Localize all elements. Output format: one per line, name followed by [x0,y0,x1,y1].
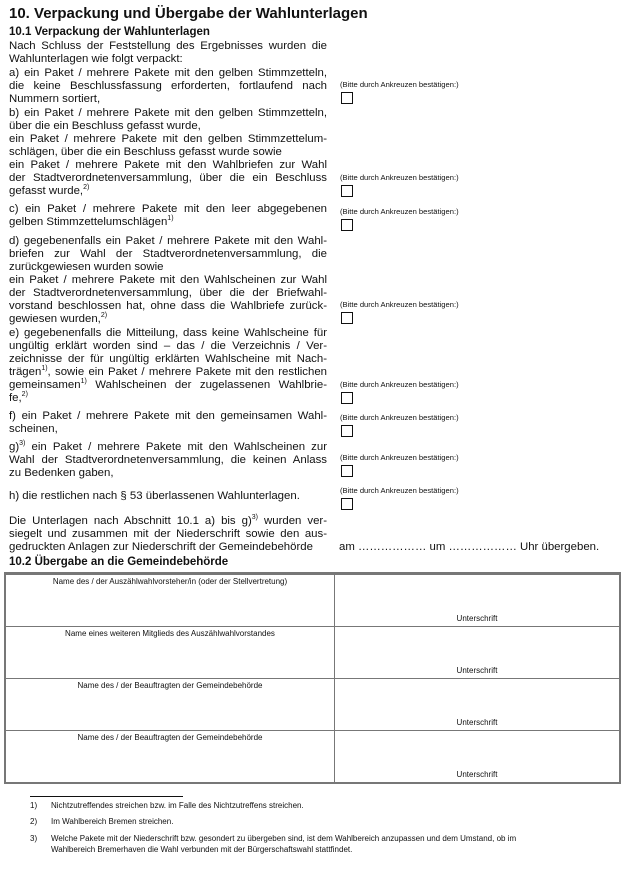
checkbox-hint: (Bitte durch Ankreuzen bestätigen:) [340,207,459,216]
footnote-ref: 1) [80,378,87,386]
item-g-line: Wahl der Stadtverordnetenversammlung, die keinen Anlass [9,454,327,466]
footnote-ref: 3) [19,440,26,448]
signature-table [4,574,621,784]
checkbox-item-c[interactable] [341,219,353,231]
signature-row [5,679,620,731]
section-10-1-title: 10.1 Verpackung der Wahlunterlagen [9,26,210,38]
item-e-line: fe,$^{2)}$ [9,391,28,404]
item-g-line: g)$^{3)}$ ein Paket / mehrere Pakete mit den Wahlscheinen zur [9,440,327,453]
item-d-line: zurückgewiesen wurden sowie [9,261,164,273]
footnote-ref: 1) [41,365,48,373]
footnote-rule [30,796,183,797]
intro-line: Nach Schluss der Feststellung des Ergebnisses wurden die [9,40,327,52]
item-e-line: ungültig erklärt worden sind – das / die Verzeichnis / Ver- [9,340,327,352]
checkbox-item-d[interactable] [341,312,353,324]
footnote-number: 3) [30,834,38,843]
footnote-ref: 1) [167,215,174,223]
item-d-line: der Stadtverordnetenversammlung, über die der Briefwahl- [9,287,327,299]
handover-date-time-field[interactable]: am ……………… um ……………… Uhr übergeben. [339,541,600,553]
footnote-text: Nichtzutreffendes streichen bzw. im Falle des Nichtzutreffens streichen. [51,801,304,810]
item-d-line: d) gegebenenfalls ein Paket / mehrere Pakete mit den Wahl- [9,235,327,247]
signature-field[interactable]: Unterschrift [335,679,621,731]
signature-field[interactable]: Unterschrift [335,575,621,627]
checkbox-hint: (Bitte durch Ankreuzen bestätigen:) [340,173,459,182]
page-heading: 10. Verpackung und Übergabe der Wahlunterlagen [9,5,368,22]
item-b-line: ein Paket / mehrere Pakete mit den gelben Stimmzettelum- [9,133,327,145]
item-b-line: über die ein Beschluss gefasst wurde, [9,120,201,132]
signature-field[interactable]: Unterschrift [335,627,621,679]
signature-row [5,575,620,627]
item-e-line: e) gegebenenfalls die Mitteilung, dass keine Wahlscheine für [9,327,327,339]
item-g-line: zu Bedenken gaben, [9,467,114,479]
footnote-number: 1) [30,801,38,810]
checkbox-hint: (Bitte durch Ankreuzen bestätigen:) [340,80,459,89]
checkbox-item-h[interactable] [341,498,353,510]
item-b-line: gefasst wurde,$^{2)}$ [9,184,90,197]
item-d-line: briefen zur Wahl der Stadtverordnetenversammlung, die [9,248,327,260]
name-field[interactable]: Name des / der Beauftragten der Gemeindebehörde [5,679,335,731]
footnote-ref: 2) [83,184,90,192]
item-a-line: Nummern sortiert, [9,93,101,105]
footnote-number: 2) [30,817,38,826]
item-b-line: schlägen, über die ein Beschluss gefasst wurde sowie [9,146,282,158]
closing-line: Die Unterlagen nach Abschnitt 10.1 a) bis g)$^{3)}$ wurden ver- [9,514,327,527]
item-b-line: ein Paket / mehrere Pakete mit den Wahlbriefen zur Wahl [9,159,327,171]
intro-line: Wahlunterlagen wie folgt verpackt: [9,53,183,65]
checkbox-hint: (Bitte durch Ankreuzen bestätigen:) [340,413,459,422]
footnote-text: Im Wahlbereich Bremen streichen. [51,817,174,826]
item-h-line: h) die restlichen nach § 53 überlassenen Wahlunterlagen. [9,490,300,502]
item-d-line: gewiesen wurden,$^{2)}$ [9,312,108,325]
item-b-line: b) ein Paket / mehrere Pakete mit den gelben Stimmzetteln, [9,107,327,119]
checkbox-item-a[interactable] [341,92,353,104]
closing-line: gedruckten Anlagen zur Niederschrift der Gemeindebehörde [9,541,313,553]
checkbox-item-e[interactable] [341,392,353,404]
signature-field[interactable]: Unterschrift [335,731,621,784]
checkbox-item-b[interactable] [341,185,353,197]
item-c-line: c) ein Paket / mehrere Pakete mit den leer abgegebenen [9,203,327,215]
item-a-line: die keine Beschlussfassung erforderten, fortlaufend nach [9,80,327,92]
item-f-line: f) ein Paket / mehrere Pakete mit den gemeinsamen Wahl- [9,410,327,422]
section-10-2-title: 10.2 Übergabe an die Gemeindebehörde [9,556,229,568]
item-e-line: trägen$^{1)}$, sowie ein Paket / mehrere Pakete mit den restlichen [9,365,327,378]
footnote-ref: 2) [100,312,108,320]
checkbox-item-f[interactable] [341,425,353,437]
item-d-line: ein Paket / mehrere Pakete mit den Wahlscheinen zur Wahl [9,274,327,286]
closing-line: siegelt und zusammen mit der Niederschrift sowie den aus- [9,528,327,540]
item-b-line: der Stadtverordnetenversammlung, über die ein Beschluss [9,172,327,184]
item-e-line: gemeinsamen$^{1)}$ Wahlscheinen der zugelassenen Wahlbrie- [9,378,327,391]
footnote-ref: 3) [251,514,258,522]
item-e-line: zeichnisse der für ungültig erklärten Wahlscheine mit Nach- [9,353,327,365]
item-d-line: vorstand beschlossen hat, ohne dass die Wahlbriefe zurück- [9,300,327,312]
footnote-text: Wahlbereich Bremerhaven die Wahl verbunden mit der Bürgerschaftswahl stattfindet. [51,845,353,854]
checkbox-hint: (Bitte durch Ankreuzen bestätigen:) [340,486,459,495]
name-field[interactable]: Name des / der Auszählwahlvorsteher/in (oder der Stellvertretung) [5,575,335,627]
signature-row [5,731,620,784]
checkbox-hint: (Bitte durch Ankreuzen bestätigen:) [340,380,459,389]
signature-row [5,627,620,679]
name-field[interactable]: Name eines weiteren Mitglieds des Auszählwahlvorstandes [5,627,335,679]
footnote-ref: 2) [21,391,28,399]
checkbox-item-g[interactable] [341,465,353,477]
name-field[interactable]: Name des / der Beauftragten der Gemeindebehörde [5,731,335,784]
checkbox-hint: (Bitte durch Ankreuzen bestätigen:) [340,453,459,462]
item-f-line: scheinen, [9,423,58,435]
footnote-text: Welche Pakete mit der Niederschrift bzw. gesondert zu übergeben sind, ist dem Wahlbereich anzupassen und dem Umstand, ob im [51,834,517,843]
checkbox-hint: (Bitte durch Ankreuzen bestätigen:) [340,300,459,309]
item-c-line: gelben Stimmzettelumschlägen$^{1)}$ [9,215,174,228]
item-a-line: a) ein Paket / mehrere Pakete mit den gelben Stimmzetteln, [9,67,327,79]
